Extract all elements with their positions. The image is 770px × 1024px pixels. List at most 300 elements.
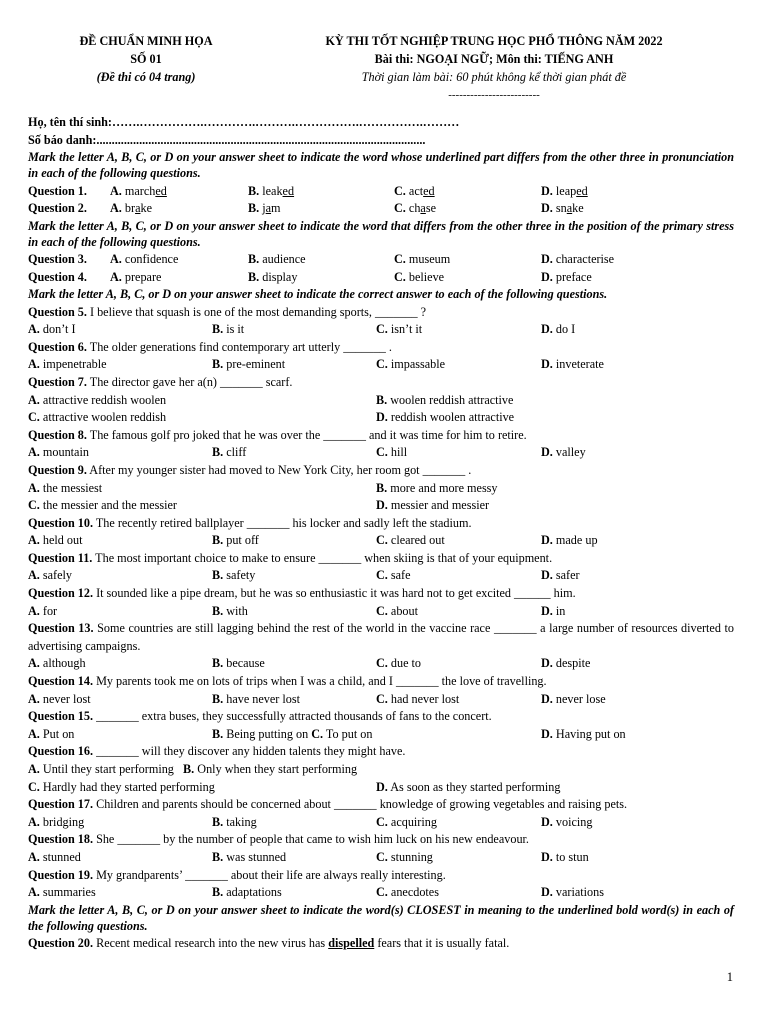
- option-text: more and more messy: [390, 480, 498, 495]
- option-letter: A.: [28, 885, 40, 900]
- option-text: due to: [390, 656, 422, 671]
- option-text: in: [555, 603, 566, 618]
- option-d: [541, 269, 592, 287]
- option-c: [376, 884, 439, 902]
- option-d: [541, 251, 614, 269]
- question-text: Children and parents should be concerned about _______ knowledge of growing vegetables and raising pets.: [96, 797, 628, 812]
- option-b: [212, 655, 265, 673]
- question-label: Question 10.: [28, 515, 94, 530]
- option-b: [248, 200, 281, 218]
- option-text: safer: [555, 568, 580, 583]
- option-c: [376, 603, 418, 621]
- option-letter: C.: [28, 779, 40, 794]
- option-letter: D.: [541, 357, 553, 372]
- option-letter: A.: [28, 392, 40, 407]
- option-a: [28, 884, 96, 902]
- option-letter: D.: [376, 498, 388, 513]
- option-text: impenetrable: [42, 357, 107, 372]
- option-text: to stun: [555, 849, 589, 864]
- question-11-stem: [28, 550, 734, 568]
- question-7-options-ab: [28, 392, 734, 410]
- option-letter: D.: [541, 533, 553, 548]
- option-b: [212, 726, 372, 744]
- question-8-stem: [28, 427, 734, 445]
- underlined-part: ed: [155, 183, 167, 198]
- option-text: safely: [42, 568, 73, 583]
- option-b: [212, 603, 248, 621]
- option-text: cleared out: [390, 533, 445, 548]
- option-text: attractive reddish woolen: [42, 392, 167, 407]
- option-letter: A.: [28, 480, 40, 495]
- student-id-line: Số báo danh:............................................................................................................: [28, 132, 426, 147]
- question-text: My parents took me on lots of trips when I was a child, and I _______ the love of travelling.: [96, 674, 547, 689]
- option-letter: B.: [212, 726, 224, 741]
- option-a: [110, 200, 152, 218]
- option-text: Put on: [42, 726, 75, 741]
- question-12-stem: [28, 585, 734, 603]
- option-letter: B.: [212, 568, 224, 583]
- option-text: march: [124, 183, 156, 198]
- option-d: [541, 884, 604, 902]
- question-text: The director gave her a(n) _______ scarf.: [89, 374, 293, 389]
- question-10-options: [28, 532, 734, 550]
- option-letter: C.: [394, 252, 406, 267]
- question-text: My grandparents’ _______ about their life are always really interesting.: [96, 867, 446, 882]
- question-text: After my younger sister had moved to New York City, her room got _______ .: [89, 462, 472, 477]
- option-letter: D.: [541, 183, 553, 198]
- question-label: Question 4.: [28, 269, 87, 284]
- option-b: [212, 567, 255, 585]
- question-label: Question 11.: [28, 550, 93, 565]
- question-text: fears that it is usually fatal.: [377, 936, 510, 951]
- option-letter: C.: [376, 603, 388, 618]
- option-letter: B.: [212, 322, 224, 337]
- option-a: [110, 269, 161, 287]
- option-d: [541, 567, 580, 585]
- question-label: Question 12.: [28, 586, 94, 601]
- option-d: [541, 444, 586, 462]
- option-c: [376, 655, 421, 673]
- header-left-title: ĐỀ CHUẨN MINH HỌA: [79, 34, 213, 48]
- question-text: The recently retired ballplayer _______ his locker and sadly left the stadium.: [95, 515, 472, 530]
- question-18-options: [28, 849, 734, 867]
- option-b: [212, 814, 257, 832]
- option-text: acquiring: [390, 814, 437, 829]
- question-label: Question 6.: [28, 339, 87, 354]
- option-c: [376, 567, 411, 585]
- option-text: bridging: [42, 814, 85, 829]
- question-label: Question 15.: [28, 709, 94, 724]
- option-b: [212, 532, 259, 550]
- option-text: put off: [226, 533, 259, 548]
- option-text: woolen reddish attractive: [390, 392, 514, 407]
- underlined-part: ed: [282, 183, 295, 198]
- option-letter: C.: [376, 322, 388, 337]
- option-text: summaries: [42, 885, 96, 900]
- option-text: despite: [555, 656, 591, 671]
- option-letter: A.: [28, 445, 40, 460]
- option-text: do I: [555, 322, 576, 337]
- option-text: held out: [42, 533, 83, 548]
- question-text: The famous golf pro joked that he was over the _______ and it was time for him to retire.: [89, 427, 527, 442]
- option-letter: B.: [376, 392, 388, 407]
- option-text: Until they start performing: [42, 762, 174, 777]
- option-letter: C.: [28, 498, 40, 513]
- option-text: leak: [262, 183, 283, 198]
- question-3: [28, 251, 734, 269]
- question-18-stem: [28, 831, 734, 849]
- question-label: Question 14.: [28, 674, 94, 689]
- option-d: [541, 321, 575, 339]
- option-text: leap: [555, 183, 577, 198]
- option-c: [376, 532, 445, 550]
- section-grammar-instruction: Mark the letter A, B, C, or D on your answer sheet to indicate the correct answer to each of the following questions.: [28, 287, 608, 302]
- option-letter: B.: [248, 201, 260, 216]
- option-text: inveterate: [555, 357, 604, 372]
- question-label: Question 17.: [28, 797, 94, 812]
- question-label: Question 19.: [28, 867, 94, 882]
- option-d: [541, 726, 626, 744]
- option-letter: C.: [376, 568, 388, 583]
- option-d: [541, 200, 584, 218]
- question-label: Question 18.: [28, 832, 94, 847]
- option-b: [376, 480, 498, 498]
- option-text: m: [271, 201, 281, 216]
- question-16-options-ab: [28, 761, 734, 779]
- option-d: [376, 409, 514, 427]
- option-letter: C.: [394, 269, 406, 284]
- option-text: se: [425, 201, 436, 216]
- option-letter: A.: [28, 656, 40, 671]
- question-8-options: [28, 444, 734, 462]
- option-text: br: [124, 201, 136, 216]
- question-5-stem: [28, 304, 734, 322]
- option-text: had never lost: [390, 691, 460, 706]
- option-a: [28, 726, 74, 744]
- option-text: preface: [555, 269, 592, 284]
- student-name-line: Họ, tên thí sinh:…….…………….………….……….…………….…………….………: [28, 115, 460, 129]
- option-letter: C.: [28, 410, 40, 425]
- option-text: anecdotes: [390, 885, 439, 900]
- option-text: Only when they start performing: [197, 762, 358, 777]
- option-letter: D.: [541, 322, 553, 337]
- option-b: [212, 321, 244, 339]
- option-a: [28, 849, 81, 867]
- option-letter: A.: [28, 726, 40, 741]
- option-a: [28, 567, 72, 585]
- option-a: [28, 603, 57, 621]
- header-left-pages: (Đề thi có 04 trang): [96, 70, 196, 84]
- question-label: Question 8.: [28, 427, 87, 442]
- option-letter: D.: [541, 814, 553, 829]
- option-letter: A.: [28, 533, 40, 548]
- option-b: [248, 251, 306, 269]
- option-letter: C.: [311, 726, 324, 741]
- option-text: never lose: [555, 691, 606, 706]
- question-16-stem: [28, 743, 734, 761]
- option-a: [110, 251, 178, 269]
- question-text: The older generations find contemporary art utterly _______ .: [89, 339, 392, 354]
- option-d: [541, 655, 590, 673]
- question-label: Question 9.: [28, 462, 87, 477]
- question-text: It sounded like a pipe dream, but he was so enthusiastic it was hard not to get excited ______ him.: [96, 586, 576, 601]
- header-right-subject: Bài thi: NGOẠI NGỮ; Môn thi: TIẾNG ANH: [374, 52, 614, 66]
- option-letter: D.: [541, 656, 553, 671]
- option-text: the messiest: [42, 480, 103, 495]
- option-d: [541, 603, 565, 621]
- option-letter: B.: [212, 533, 224, 548]
- underlined-part: a: [135, 201, 141, 216]
- option-text: confidence: [124, 252, 179, 267]
- underlined-part: a: [566, 201, 573, 216]
- question-label: Question 20.: [28, 936, 94, 951]
- question-19-options: [28, 884, 734, 902]
- option-text: voicing: [555, 814, 593, 829]
- option-text: stunning: [390, 849, 433, 864]
- option-letter: A.: [110, 183, 122, 198]
- option-letter: C.: [376, 691, 388, 706]
- option-text: messier and messier: [390, 498, 490, 513]
- option-text: j: [262, 201, 266, 216]
- option-text: attractive woolen reddish: [42, 410, 167, 425]
- underlined-bold-word: dispelled: [328, 936, 375, 951]
- option-d: [541, 183, 588, 201]
- question-7-options-cd: [28, 409, 734, 427]
- option-letter: B.: [212, 656, 224, 671]
- option-c: [28, 497, 177, 515]
- question-2: [28, 200, 734, 218]
- option-b: [376, 392, 513, 410]
- question-14-stem: [28, 673, 734, 691]
- option-letter: D.: [541, 849, 553, 864]
- option-c: [394, 200, 436, 218]
- option-a: [28, 761, 357, 779]
- question-13-stem: [28, 620, 734, 655]
- option-a: [28, 532, 83, 550]
- question-label: Question 1.: [28, 183, 87, 198]
- question-9-options-cd: [28, 497, 734, 515]
- question-19-stem: [28, 867, 734, 885]
- option-text: As soon as they started performing: [390, 779, 561, 794]
- option-d: [541, 814, 592, 832]
- option-d: [541, 849, 589, 867]
- option-letter: D.: [541, 445, 553, 460]
- option-d: [376, 779, 561, 797]
- option-c: [394, 251, 450, 269]
- option-text: about: [390, 603, 418, 618]
- option-b: [248, 183, 294, 201]
- option-letter: C.: [376, 814, 388, 829]
- question-text: _______ will they discover any hidden talents they might have.: [96, 744, 406, 759]
- underlined-part: a: [265, 201, 272, 216]
- page-number: 1: [726, 970, 733, 984]
- option-letter: A.: [28, 568, 40, 583]
- option-b: [212, 884, 282, 902]
- question-16-options-cd: [28, 779, 734, 797]
- section-stress-instruction: Mark the letter A, B, C, or D on your answer sheet to indicate the word that differs from the other three in the position of the primary stress in each of the following questions.: [28, 218, 734, 249]
- option-letter: C.: [376, 445, 388, 460]
- option-c: [394, 183, 435, 201]
- question-text: Recent medical research into the new virus has: [96, 936, 326, 951]
- option-a: [28, 691, 91, 709]
- option-letter: A.: [28, 814, 40, 829]
- option-letter: D.: [541, 568, 553, 583]
- exam-body: [28, 114, 734, 953]
- option-c: [394, 269, 444, 287]
- question-6-stem: [28, 339, 734, 357]
- option-letter: B.: [212, 885, 224, 900]
- section-synonym-instruction: Mark the letter A, B, C, or D on your answer sheet to indicate the word(s) CLOSEST in meaning to the underlined bold word(s) in each of the following questions.: [28, 902, 734, 933]
- option-letter: A.: [28, 691, 40, 706]
- option-text: although: [42, 656, 86, 671]
- option-a: [28, 655, 86, 673]
- option-b: [212, 356, 285, 374]
- option-letter: A.: [110, 252, 122, 267]
- option-letter: B.: [212, 603, 224, 618]
- option-letter: D.: [541, 269, 553, 284]
- option-letter: C.: [376, 533, 388, 548]
- option-text: Hardly had they started performing: [42, 779, 215, 794]
- underlined-part: ed: [576, 183, 588, 198]
- option-c: [376, 814, 437, 832]
- question-15-options: [28, 726, 734, 744]
- option-text: cliff: [226, 445, 247, 460]
- question-17-stem: [28, 796, 734, 814]
- option-d: [541, 356, 604, 374]
- option-text: adaptations: [226, 885, 282, 900]
- option-d: [376, 497, 489, 515]
- option-a: [28, 321, 76, 339]
- option-a: [28, 392, 166, 410]
- option-text: because: [226, 656, 265, 671]
- option-b: [212, 691, 300, 709]
- option-text: impassable: [390, 357, 446, 372]
- question-1: [28, 183, 734, 201]
- option-letter: D.: [376, 779, 388, 794]
- option-text: museum: [408, 252, 451, 267]
- option-d: [541, 691, 606, 709]
- option-letter: B.: [212, 357, 224, 372]
- option-text: made up: [555, 533, 598, 548]
- option-letter: C.: [376, 357, 388, 372]
- question-text: _______ extra buses, they successfully attracted thousands of fans to the concert.: [96, 709, 492, 724]
- question-10-stem: [28, 515, 734, 533]
- question-text: Some countries are still lagging behind the rest of the world in the vaccine race _______ a large number of resources diverted to advertising campaigns.: [28, 621, 734, 653]
- option-letter: A.: [28, 762, 40, 777]
- option-text: was stunned: [226, 849, 287, 864]
- option-letter: A.: [110, 269, 122, 284]
- option-c: [376, 849, 433, 867]
- option-letter: B.: [212, 814, 224, 829]
- header-right-title: KỲ THI TỐT NGHIỆP TRUNG HỌC PHỔ THÔNG NĂM 2022: [325, 34, 663, 48]
- option-letter: A.: [28, 849, 40, 864]
- option-text: characterise: [555, 252, 615, 267]
- option-letter: A.: [28, 603, 40, 618]
- option-text: audience: [262, 252, 306, 267]
- option-text: ke: [572, 201, 584, 216]
- option-text: safety: [226, 568, 256, 583]
- option-letter: C.: [376, 656, 388, 671]
- option-a: [28, 480, 102, 498]
- question-5-options: [28, 321, 734, 339]
- option-c: [28, 409, 166, 427]
- option-text: reddish woolen attractive: [390, 410, 515, 425]
- option-c: [376, 444, 407, 462]
- question-9-options-ab: [28, 480, 734, 498]
- question-text: I believe that squash is one of the most demanding sports, _______ ?: [89, 304, 427, 319]
- question-13-options: [28, 655, 734, 673]
- option-text: variations: [555, 885, 604, 900]
- option-a: [28, 356, 107, 374]
- option-text: Being putting on: [226, 726, 309, 741]
- header-divider: -------------------------: [448, 89, 540, 101]
- option-letter: D.: [541, 691, 553, 706]
- option-text: display: [262, 269, 298, 284]
- option-text: ch: [408, 201, 421, 216]
- option-text: with: [226, 603, 248, 618]
- option-d: [541, 532, 598, 550]
- option-letter: A.: [28, 357, 40, 372]
- question-9-stem: [28, 462, 734, 480]
- option-text: prepare: [124, 269, 162, 284]
- option-a: [110, 183, 167, 201]
- option-text: never lost: [42, 691, 91, 706]
- question-label: Question 7.: [28, 374, 87, 389]
- option-text: mountain: [42, 445, 89, 460]
- question-text: The most important choice to make to ensure _______ when skiing is that of your equipment.: [95, 550, 553, 565]
- option-letter: A.: [110, 201, 122, 216]
- question-15-stem: [28, 708, 734, 726]
- option-text: the messier and the messier: [42, 498, 177, 513]
- option-c: [376, 356, 445, 374]
- option-letter: D.: [376, 410, 388, 425]
- option-c: [28, 779, 215, 797]
- option-text: To put on: [325, 726, 373, 741]
- option-letter: C.: [394, 201, 406, 216]
- option-text: don’t I: [42, 322, 76, 337]
- question-label: Question 2.: [28, 201, 87, 216]
- option-letter: B.: [248, 252, 260, 267]
- option-letter: D.: [541, 885, 553, 900]
- question-label: Question 3.: [28, 252, 87, 267]
- option-letter: D.: [541, 201, 553, 216]
- option-text: stunned: [42, 849, 81, 864]
- option-text: ke: [140, 201, 152, 216]
- option-a: [28, 814, 84, 832]
- option-text: pre-eminent: [226, 357, 286, 372]
- option-letter: B.: [212, 849, 224, 864]
- option-text: isn’t it: [390, 322, 423, 337]
- option-text: hill: [390, 445, 408, 460]
- option-text: Having put on: [555, 726, 626, 741]
- question-7-stem: [28, 374, 734, 392]
- question-label: Question 16.: [28, 744, 94, 759]
- option-text: sn: [555, 201, 567, 216]
- underlined-part: a: [420, 201, 426, 216]
- option-letter: C.: [394, 183, 406, 198]
- option-c: [376, 691, 459, 709]
- option-text: taking: [226, 814, 257, 829]
- option-letter: B.: [376, 480, 388, 495]
- option-b: [212, 444, 246, 462]
- question-17-options: [28, 814, 734, 832]
- option-letter: B.: [212, 445, 224, 460]
- header-right-time: Thời gian làm bài: 60 phút không kể thời gian phát đề: [361, 70, 627, 84]
- option-letter: B.: [248, 269, 260, 284]
- option-letter: B.: [248, 183, 260, 198]
- option-letter: D.: [541, 252, 553, 267]
- option-letter: B.: [183, 762, 195, 777]
